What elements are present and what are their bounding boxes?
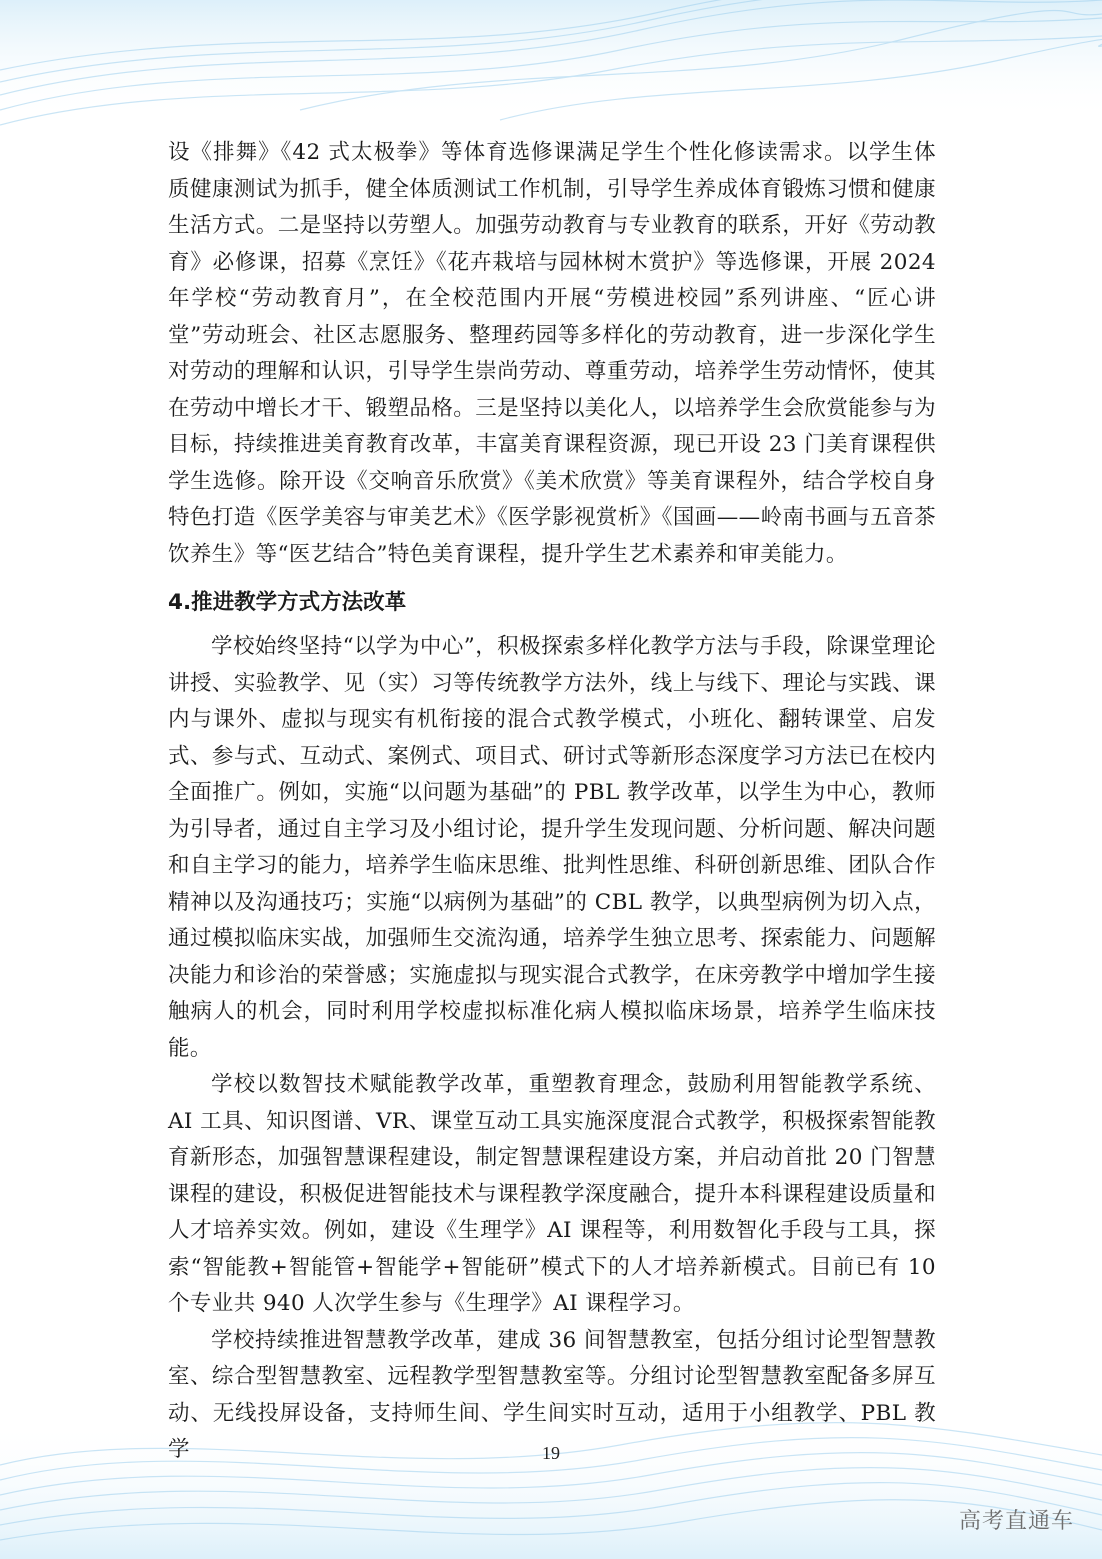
watermark-text: 高考直通车 xyxy=(958,1509,1074,1534)
body-paragraph: 学校持续推进智慧教学改革，建成 36 间智慧教室，包括分组讨论型智慧教室、综合型智慧教室、远程教学型智慧教室等。分组讨论型智慧教室配备多屏互动、无线投屏设备，支持师生间、学生间实时互动，适用于小组教学、PBL 教学 xyxy=(168,1327,936,1462)
section-heading: 4.推进教学方式方法改革 xyxy=(168,590,407,615)
body-paragraph: 学校始终坚持“以学为中心”，积极探索多样化教学方法与手段，除课堂理论讲授、实验教学、见（实）习等传统教学方法外，线上与线下、理论与实践、课内与课外、虚拟与现实有机衔接的混合式教学模式，小班化、翻转课堂、启发式、参与式、互动式、案例式、项目式、研讨式等新形态深度学习方法已在校内全面推广。例如，实施“以问题为基础”的 PBL 教学改革，以学生为中心，教师为引导者，通过自主学习及小组讨论，提升学生发现问题、分析问题、解决问题和自主学习的能力，培养学生临床思维、批判性思维、科研创新思维、团队合作精神以及沟通技巧；实施“以病例为基础”的 CBL 教学，以典型病例为切入点，通过模拟临床实战，加强师生交流沟通，培养学生独立思考、探索能力、问题解决能力和诊治的荣誉感；实施虚拟与现实混合式教学，在床旁教学中增加学生接触病人的机会，同时利用学校虚拟标准化病人模拟临床场景，培养学生临床技能。 xyxy=(168,634,936,1061)
page-number: 19 xyxy=(542,1443,560,1463)
body-paragraph: 设《排舞》《42 式太极拳》等体育选修课满足学生个性化修读需求。以学生体质健康测试为抓手，健全体质测试工作机制，引导学生养成体育锻炼习惯和健康生活方式。二是坚持以劳塑人。加强劳动教育与专业教育的联系，开好《劳动教育》必修课，招募《烹饪》《花卉栽培与园林树木赏护》等选修课，开展 2024 年学校“劳动教育月”，在全校范围内开展“劳模进校园”系列讲座、“匠心讲堂”劳动班会、社区志愿服务、整理药园等多样化的劳动教育，进一步深化学生对劳动的理解和认识，引导学生崇尚劳动、尊重劳动，培养学生劳动情怀，使其在劳动中增长才干、锻塑品格。三是坚持以美化人，以培养学生会欣赏能参与为目标，持续推进美育教育改革，丰富美育课程资源，现已开设 23 门美育课程供学生选修。除开设《交响音乐欣赏》《美术欣赏》等美育课程外，结合学校自身特色打造《医学美容与审美艺术》《医学影视赏析》《国画——岭南书画与五音茶饮养生》等“医艺结合”特色美育课程，提升学生艺术素养和审美能力。 xyxy=(168,140,936,567)
body-paragraph: 学校以数智技术赋能教学改革，重塑教育理念，鼓励利用智能教学系统、AI 工具、知识图谱、VR、课堂互动工具实施深度混合式教学，积极探索智能教育新形态，加强智慧课程建设，制定智慧课程建设方案，并启动首批 20 门智慧课程的建设，积极促进智能技术与课程教学深度融合，提升本科课程建设质量和人才培养实效。例如，建设《生理学》AI 课程等，利用数智化手段与工具，探索“智能教+智能管+智能学+智能研”模式下的人才培养新模式。目前已有 10 个专业共 940 人次学生参与《生理学》AI 课程学习。 xyxy=(168,1072,936,1316)
document-body xyxy=(168,135,936,1469)
